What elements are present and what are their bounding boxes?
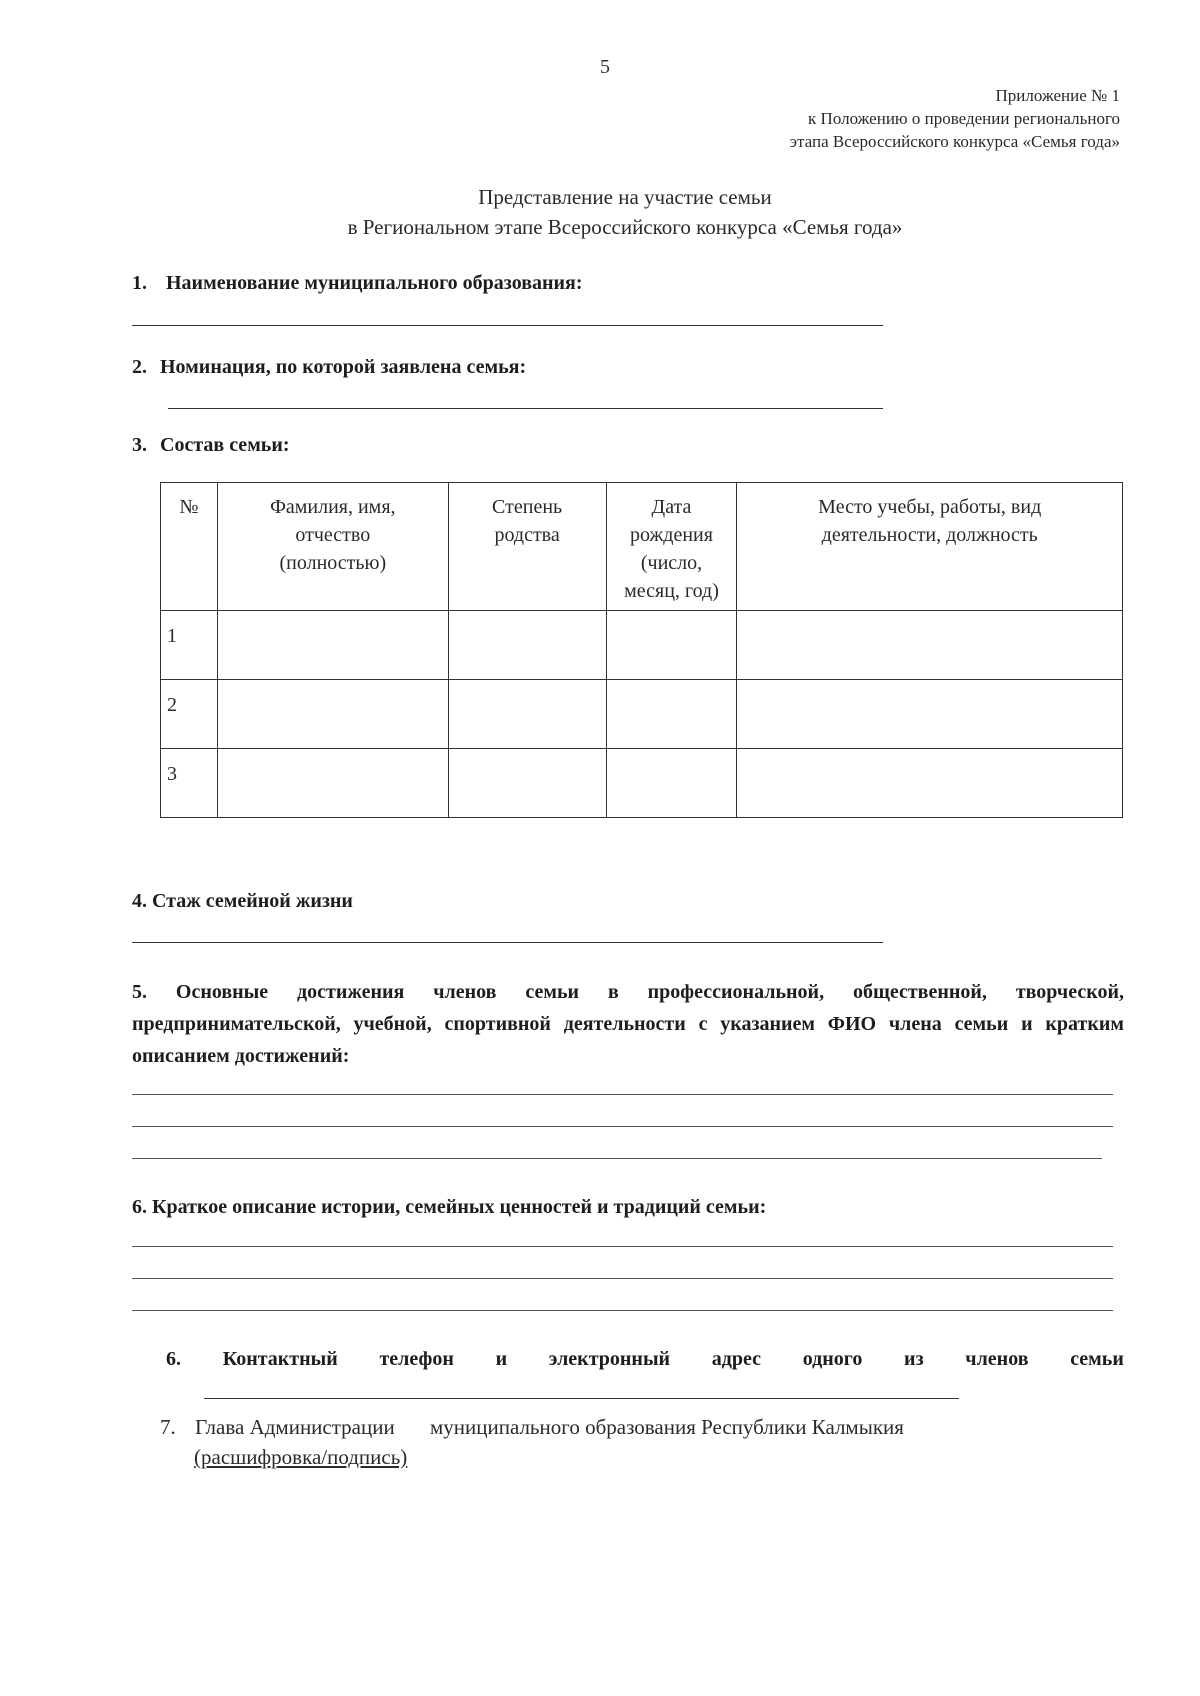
achievements-line-2[interactable] — [132, 1126, 1113, 1127]
appendix-line-2: к Положению о проведении регионального — [808, 109, 1120, 128]
cell-birth-date[interactable] — [606, 611, 737, 680]
cell-place-of-work[interactable] — [737, 749, 1123, 818]
table-header-row — [161, 483, 1123, 611]
history-line-3[interactable] — [132, 1310, 1113, 1311]
section-4-heading: 4. Стаж семейной жизни — [132, 890, 353, 912]
cell-full-name[interactable] — [217, 611, 448, 680]
cell-place-of-work[interactable] — [737, 611, 1123, 680]
contact-word: из — [904, 1348, 924, 1370]
cell-birth-date[interactable] — [606, 749, 737, 818]
contact-word: адрес — [711, 1348, 762, 1370]
head-admin-municipality: муниципального образования Республики Калмыкия — [429, 1415, 904, 1439]
section-3-heading — [132, 434, 290, 457]
section-2-label: Номинация, по которой заявлена семья: — [160, 356, 527, 378]
header-relation: Степень родства — [448, 483, 606, 611]
row-number: 3 — [161, 749, 218, 818]
contact-number: 6. — [166, 1348, 181, 1370]
signature-hint[interactable]: (расшифровка/подпись) — [194, 1445, 408, 1469]
document-title — [0, 182, 1200, 242]
head-admin-label: Глава Администрации — [195, 1415, 395, 1439]
section-3-label: Состав семьи: — [160, 434, 290, 456]
cell-birth-date[interactable] — [606, 680, 737, 749]
header-full-name: Фамилия, имя, отчество (полностью) — [217, 483, 448, 611]
cell-full-name[interactable] — [217, 749, 448, 818]
cell-full-name[interactable] — [217, 680, 448, 749]
cell-place-of-work[interactable] — [737, 680, 1123, 749]
marriage-duration-field[interactable] — [132, 942, 883, 943]
history-line-1[interactable] — [132, 1246, 1113, 1247]
table-row — [161, 749, 1123, 818]
head-admin-number: 7. — [160, 1415, 176, 1439]
nomination-field[interactable] — [168, 408, 883, 409]
table-row — [161, 611, 1123, 680]
section-5-heading: 5. Основные достижения членов семьи в профессиональной, общественной, творческой, предпринимательской, учебной, спортивной деятельности с указанием ФИО члена семьи и кратким описанием достижений: — [132, 981, 1124, 1067]
section-2-number: 2. — [132, 356, 147, 378]
title-line-2: в Региональном этапе Всероссийского конкурса «Семья года» — [347, 215, 903, 239]
section-6-heading: 6. Краткое описание истории, семейных ценностей и традиций семьи: — [132, 1196, 767, 1218]
section-2-heading — [132, 356, 526, 379]
head-admin-line — [160, 1412, 904, 1442]
title-line-1: Представление на участие семьи — [478, 185, 772, 209]
contact-word: Контактный — [222, 1348, 338, 1370]
section-1-label: Наименование муниципального образования: — [166, 272, 583, 294]
contact-word: членов — [965, 1348, 1029, 1370]
row-number: 1 — [161, 611, 218, 680]
contact-heading — [166, 1348, 1124, 1371]
table-row — [161, 680, 1123, 749]
cell-relation[interactable] — [448, 611, 606, 680]
contact-word: одного — [802, 1348, 863, 1370]
family-composition-table — [160, 482, 1123, 818]
contact-word: и — [495, 1348, 508, 1370]
row-number: 2 — [161, 680, 218, 749]
section-1-number: 1. — [132, 272, 147, 294]
cell-relation[interactable] — [448, 680, 606, 749]
header-number: № — [161, 483, 218, 611]
achievements-line-1[interactable] — [132, 1094, 1113, 1095]
appendix-line-3: этапа Всероссийского конкурса «Семья года» — [789, 132, 1120, 151]
section-3-number: 3. — [132, 434, 147, 456]
contact-word: телефон — [379, 1348, 454, 1370]
cell-relation[interactable] — [448, 749, 606, 818]
history-line-2[interactable] — [132, 1278, 1113, 1279]
achievements-line-3[interactable] — [132, 1158, 1102, 1159]
appendix-reference — [790, 84, 1120, 153]
contact-word: семьи — [1070, 1348, 1124, 1370]
page-number: 5 — [600, 56, 610, 78]
section-1-heading — [132, 272, 583, 295]
municipality-field[interactable] — [132, 325, 883, 326]
appendix-line-1: Приложение № 1 — [995, 86, 1120, 105]
contact-field[interactable] — [204, 1398, 959, 1399]
header-place-of-work: Место учебы, работы, вид деятельности, должность — [737, 483, 1123, 611]
header-birth-date: Дата рождения (число, месяц, год) — [606, 483, 737, 611]
contact-word: электронный — [548, 1348, 671, 1370]
